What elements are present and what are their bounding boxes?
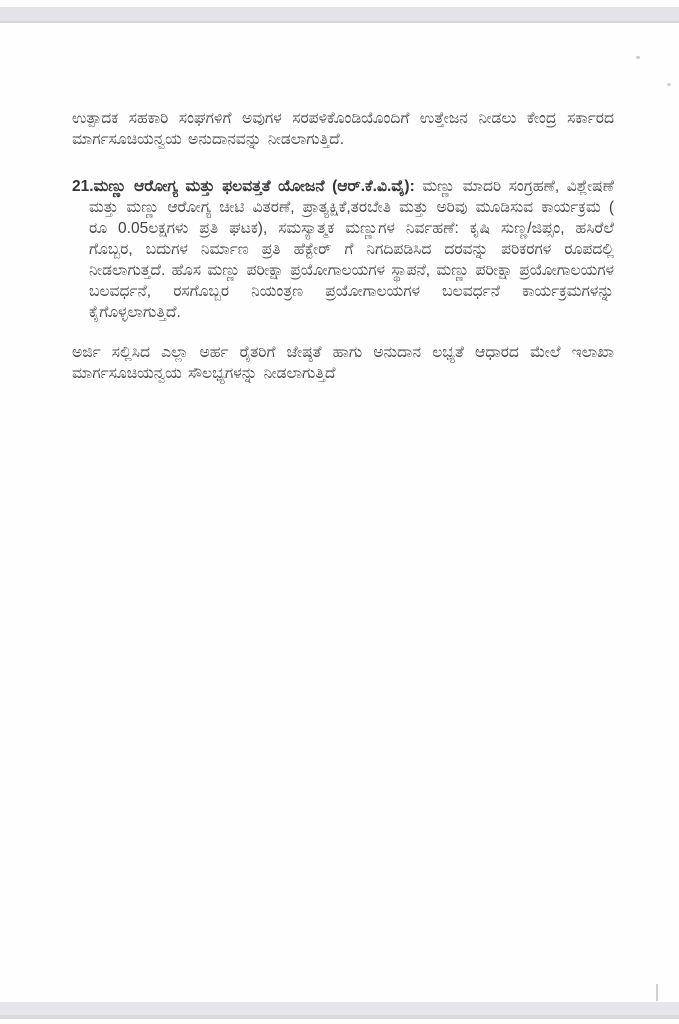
paragraph-item-21 — [72, 176, 614, 323]
scan-speck-artifact — [667, 83, 671, 86]
paragraph-closing: ಅರ್ಜಿ ಸಲ್ಲಿಸಿದ ಎಲ್ಲಾ ಅರ್ಹ ರೈತರಿಗೆ ಜೇಷ್ಠತೆ ಹಾಗು ಅನುದಾನ ಲಭ್ಯತೆ ಆಧಾರದ ಮೇಲೆ ಇಲಾಖಾ ಮಾರ್ಗಸೂಚಿಯನ್ವಯ ಸೌಲಭ್ಯಗಳನ್ನು ನೀಡಲಾಗುತ್ತಿದೆ — [72, 344, 614, 382]
scan-edge-band-top — [0, 7, 679, 23]
scan-edge-band-bottom — [0, 1002, 679, 1015]
item-21-number: 21. — [72, 178, 94, 195]
scan-scratch-artifact — [656, 984, 658, 1001]
item-21-heading: ಮಣ್ಣು ಆರೋಗ್ಯ ಮತ್ತು ಫಲವತ್ತತೆ ಯೋಜನೆ (ಆರ್.ಕೆ.ವಿ.ವೈ): — [93, 178, 415, 195]
document-text-block — [72, 108, 614, 384]
item-21-body: ಮಣ್ಣು ಮಾದರಿ ಸಂಗ್ರಹಣೆ, ವಿಶ್ಲೇಷಣೆ ಮತ್ತು ಮಣ್ಣು ಆರೋಗ್ಯ ಚೀಟಿ ವಿತರಣೆ, ಪ್ರಾತ್ಯಕ್ಷಿಕೆ,ತರಬೇತಿ ಮತ್ತು ಅರಿವು ಮೂಡಿಸುವ ಕಾರ್ಯಕ್ರಮ ( ರೂ 0.05ಲಕ್ಷಗಳು ಪ್ರತಿ ಘಟಕ), ಸಮಸ್ಯಾತ್ಮಕ ಮಣ್ಣುಗಳ ನಿರ್ವಹಣೆ: ಕೃಷಿ ಸುಣ್ಣ/ಜಿಪ್ಸಂ, ಹಸಿರೆಲೆ ಗೊಬ್ಬರ, ಬದುಗಳ ನಿರ್ಮಾಣ ಪ್ರತಿ ಹೆಕ್ಟೇರ್ ಗೆ ನಿಗದಿಪಡಿಸಿದ ದರವನ್ನು ಪರಿಕರಗಳ ರೂಪದಲ್ಲಿ ನೀಡಲಾಗುತ್ತದೆ. ಹೊಸ ಮಣ್ಣು ಪರೀಕ್ಷಾ ಪ್ರಯೋಗಾಲಯಗಳ ಸ್ಥಾಪನೆ, ಮಣ್ಣು ಪರೀಕ್ಷಾ ಪ್ರಯೋಗಾಲಯಗಳ ಬಲವರ್ಧನೆ, ರಸಗೊಬ್ಬರ ನಿಯಂತ್ರಣ ಪ್ರಯೋಗಾಲಯಗಳ ಬಲವರ್ಧನೆ ಕಾರ್ಯಕ್ರಮಗಳನ್ನು ಕೈಗೊಳ್ಳಲಾಗುತ್ತಿದೆ. — [89, 178, 614, 321]
scan-edge-line-bottom — [0, 1015, 679, 1019]
scan-speck-artifact — [636, 56, 640, 59]
paragraph-intro: ಉತ್ಪಾದಕ ಸಹಕಾರಿ ಸಂಘಗಳಿಗೆ ಅವುಗಳ ಸರಪಳಿಕೊಂಡಿಯೊಂದಿಗೆ ಉತ್ತೇಜನ ನೀಡಲು ಕೇಂದ್ರ ಸರ್ಕಾರದ ಮಾರ್ಗಸೂಚಿಯನ್ವಯ ಅನುದಾನವನ್ನು ನೀಡಲಾಗುತ್ತಿದೆ. — [72, 110, 614, 148]
